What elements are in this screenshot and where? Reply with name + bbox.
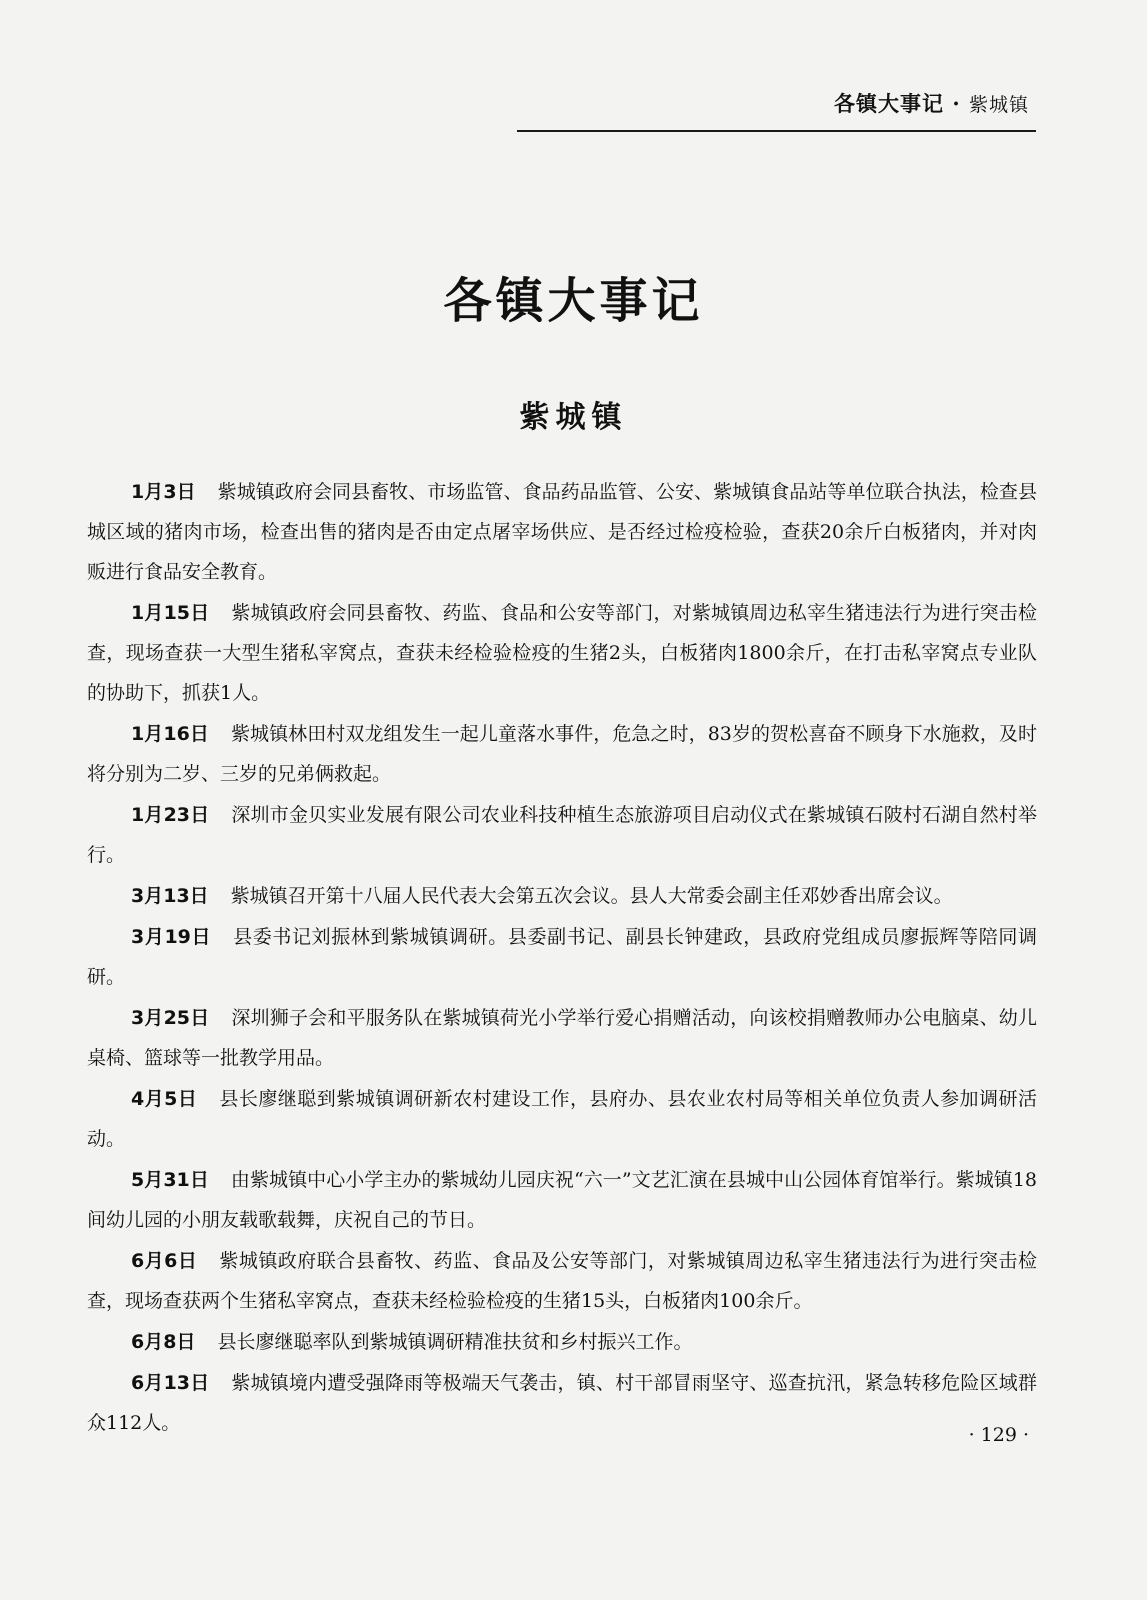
event-entry <box>87 1241 1037 1321</box>
event-date: 1月15日 <box>131 602 210 624</box>
section-title: 紫城镇 <box>519 400 628 435</box>
event-list <box>87 472 1037 1444</box>
event-text: 县长廖继聪到紫城镇调研新农村建设工作，县府办、县农业农村局等相关单位负责人参加调研活动。 <box>87 1088 1037 1150</box>
event-date: 4月5日 <box>131 1088 198 1110</box>
event-entry <box>87 593 1037 713</box>
running-header <box>834 88 1029 118</box>
event-date: 5月31日 <box>131 1169 209 1191</box>
event-entry <box>87 714 1037 794</box>
running-header-separator: · <box>952 91 961 116</box>
event-date: 1月3日 <box>131 481 196 503</box>
event-date: 1月16日 <box>131 723 209 745</box>
running-header-section: 紫城镇 <box>968 94 1029 116</box>
running-header-chapter: 各镇大事记 <box>834 91 945 116</box>
event-entry <box>87 1322 1037 1362</box>
event-entry <box>87 1079 1037 1159</box>
event-entry <box>87 795 1037 875</box>
event-entry <box>87 472 1037 592</box>
page-number: · 129 · <box>968 1424 1029 1446</box>
event-entry <box>87 876 1037 916</box>
event-date: 1月23日 <box>131 804 210 826</box>
event-date: 3月19日 <box>131 926 212 948</box>
event-text: 紫城镇境内遭受强降雨等极端天气袭击，镇、村干部冒雨坚守、巡查抗汛，紧急转移危险区域群众112人。 <box>87 1372 1037 1434</box>
event-text: 深圳狮子会和平服务队在紫城镇荷光小学举行爱心捐赠活动，向该校捐赠教师办公电脑桌、幼儿桌椅、篮球等一批教学用品。 <box>87 1007 1037 1069</box>
event-entry <box>87 917 1037 997</box>
event-date: 3月13日 <box>131 885 209 907</box>
event-date: 6月8日 <box>131 1331 196 1353</box>
event-text: 紫城镇政府会同县畜牧、药监、食品和公安等部门，对紫城镇周边私宰生猪违法行为进行突击检查，现场查获一大型生猪私宰窝点，查获未经检验检疫的生猪2头，白板猪肉1800余斤，在打击私宰窝点专业队的协助下，抓获1人。 <box>87 602 1037 704</box>
event-text: 紫城镇林田村双龙组发生一起儿童落水事件，危急之时，83岁的贺松喜奋不顾身下水施救，及时将分别为二岁、三岁的兄弟俩救起。 <box>87 723 1037 785</box>
event-text: 紫城镇召开第十八届人民代表大会第五次会议。县人大常委会副主任邓妙香出席会议。 <box>230 885 953 907</box>
event-text: 紫城镇政府联合县畜牧、药监、食品及公安等部门，对紫城镇周边私宰生猪违法行为进行突击检查，现场查获两个生猪私宰窝点，查获未经检验检疫的生猪15头，白板猪肉100余斤。 <box>87 1250 1037 1312</box>
event-entry <box>87 1363 1037 1443</box>
event-text: 县长廖继聪率队到紫城镇调研精准扶贫和乡村振兴工作。 <box>217 1331 693 1353</box>
event-entry <box>87 1160 1037 1240</box>
event-date: 6月13日 <box>131 1372 210 1394</box>
event-text: 紫城镇政府会同县畜牧、市场监管、食品药品监管、公安、紫城镇食品站等单位联合执法，检查县城区域的猪肉市场，检查出售的猪肉是否由定点屠宰场供应、是否经过检疫检验，查获20余斤白板猪肉，并对肉贩进行食品安全教育。 <box>87 481 1037 583</box>
event-date: 6月6日 <box>131 1250 198 1272</box>
event-entry <box>87 998 1037 1078</box>
event-text: 由紫城镇中心小学主办的紫城幼儿园庆祝“六一”文艺汇演在县城中山公园体育馆举行。紫城镇18间幼儿园的小朋友载歌载舞，庆祝自己的节日。 <box>87 1169 1037 1231</box>
event-text: 县委书记刘振林到紫城镇调研。县委副书记、副县长钟建政，县政府党组成员廖振辉等陪同调研。 <box>87 926 1037 988</box>
event-date: 3月25日 <box>131 1007 210 1029</box>
page-title: 各镇大事记 <box>443 273 704 329</box>
event-text: 深圳市金贝实业发展有限公司农业科技种植生态旅游项目启动仪式在紫城镇石陂村石湖自然村举行。 <box>87 804 1037 866</box>
header-rule <box>517 130 1036 132</box>
